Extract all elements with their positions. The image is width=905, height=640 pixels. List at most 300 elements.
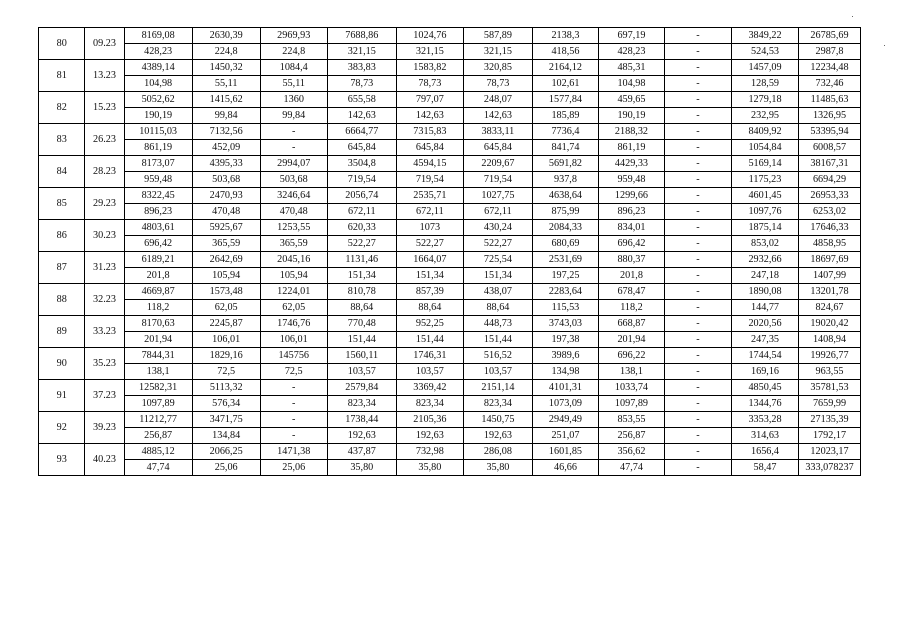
value-cell: 10115,03 (124, 124, 192, 140)
value-cell: 251,07 (532, 428, 598, 444)
value-cell: 797,07 (396, 92, 463, 108)
value-cell: 6253,02 (799, 204, 861, 220)
value-cell: 1054,84 (732, 140, 799, 156)
value-cell: 1656,4 (732, 444, 799, 460)
value-cell: 190,19 (124, 108, 192, 124)
value-cell: - (664, 28, 731, 44)
value-cell: 19020,42 (799, 316, 861, 332)
value-cell: 2949,49 (532, 412, 598, 428)
value-cell: 35,80 (463, 460, 532, 476)
row-number-cell: 84 (39, 156, 85, 188)
value-cell: 4601,45 (732, 188, 799, 204)
value-cell: 1224,01 (260, 284, 327, 300)
value-cell: 3246,64 (260, 188, 327, 204)
value-cell: 697,19 (598, 28, 664, 44)
value-cell: 1360 (260, 92, 327, 108)
value-cell: 853,55 (598, 412, 664, 428)
value-cell: 503,68 (260, 172, 327, 188)
value-cell: 144,77 (732, 300, 799, 316)
value-cell: 333,078237 (799, 460, 861, 476)
value-cell: 201,8 (124, 268, 192, 284)
value-cell: 672,11 (463, 204, 532, 220)
value-cell: 3353,28 (732, 412, 799, 428)
value-cell: 103,57 (327, 364, 396, 380)
table-row (39, 412, 861, 428)
value-cell: 2535,71 (396, 188, 463, 204)
value-cell: 201,94 (124, 332, 192, 348)
value-cell: 18697,69 (799, 252, 861, 268)
value-cell: - (260, 396, 327, 412)
value-cell: 896,23 (124, 204, 192, 220)
table-row (39, 284, 861, 300)
value-cell: 963,55 (799, 364, 861, 380)
value-cell: - (664, 204, 731, 220)
value-cell: 524,53 (732, 44, 799, 60)
value-cell: 522,27 (463, 236, 532, 252)
value-cell: 861,19 (598, 140, 664, 156)
table-row (39, 76, 861, 92)
value-cell: - (664, 252, 731, 268)
value-cell: - (664, 172, 731, 188)
value-cell: 286,08 (463, 444, 532, 460)
value-cell: 128,59 (732, 76, 799, 92)
value-cell: 3743,03 (532, 316, 598, 332)
value-cell: 2642,69 (192, 252, 260, 268)
value-cell: 197,38 (532, 332, 598, 348)
value-cell: 732,98 (396, 444, 463, 460)
value-cell: 5925,67 (192, 220, 260, 236)
table-row (39, 444, 861, 460)
value-cell: 138,1 (598, 364, 664, 380)
value-cell: 26785,69 (799, 28, 861, 44)
value-cell: 448,73 (463, 316, 532, 332)
value-cell: - (664, 124, 731, 140)
value-cell: 841,74 (532, 140, 598, 156)
value-cell: 47,74 (598, 460, 664, 476)
value-cell: 1084,4 (260, 60, 327, 76)
value-cell: 4803,61 (124, 220, 192, 236)
value-cell: 151,44 (327, 332, 396, 348)
value-cell: 365,59 (192, 236, 260, 252)
value-cell: 937,8 (532, 172, 598, 188)
value-cell: 5052,62 (124, 92, 192, 108)
value-cell: 88,64 (396, 300, 463, 316)
value-cell: 2056,74 (327, 188, 396, 204)
value-cell: 58,47 (732, 460, 799, 476)
value-cell: 4594,15 (396, 156, 463, 172)
value-cell: - (664, 316, 731, 332)
table-row (39, 380, 861, 396)
value-cell: 8409,92 (732, 124, 799, 140)
scan-speck (884, 45, 885, 46)
value-cell: 1415,62 (192, 92, 260, 108)
value-cell: 8322,45 (124, 188, 192, 204)
value-cell: 151,34 (463, 268, 532, 284)
value-cell: 151,44 (463, 332, 532, 348)
value-cell: 857,39 (396, 284, 463, 300)
value-cell: 645,84 (463, 140, 532, 156)
value-cell: 719,54 (463, 172, 532, 188)
value-cell: 2932,66 (732, 252, 799, 268)
value-cell: 1097,89 (598, 396, 664, 412)
value-cell: 672,11 (396, 204, 463, 220)
value-cell: 356,62 (598, 444, 664, 460)
date-cell: 35.23 (85, 348, 124, 380)
value-cell: 2151,14 (463, 380, 532, 396)
value-cell: - (664, 300, 731, 316)
value-cell: 3369,42 (396, 380, 463, 396)
value-cell: 232,95 (732, 108, 799, 124)
value-cell: 55,11 (192, 76, 260, 92)
value-cell: - (664, 412, 731, 428)
value-cell: 1560,11 (327, 348, 396, 364)
value-cell: - (664, 60, 731, 76)
value-cell: 47,74 (124, 460, 192, 476)
value-cell: 719,54 (396, 172, 463, 188)
date-cell: 28.23 (85, 156, 124, 188)
value-cell: 452,09 (192, 140, 260, 156)
value-cell: 383,83 (327, 60, 396, 76)
date-cell: 31.23 (85, 252, 124, 284)
value-cell: 256,87 (598, 428, 664, 444)
row-number-cell: 86 (39, 220, 85, 252)
value-cell: - (664, 108, 731, 124)
value-cell: 104,98 (598, 76, 664, 92)
value-cell: 2630,39 (192, 28, 260, 44)
table-row (39, 188, 861, 204)
scan-speck (852, 16, 853, 17)
value-cell: 810,78 (327, 284, 396, 300)
value-cell: 3471,75 (192, 412, 260, 428)
row-number-cell: 91 (39, 380, 85, 412)
value-cell: 365,59 (260, 236, 327, 252)
value-cell: - (664, 268, 731, 284)
value-cell: 53395,94 (799, 124, 861, 140)
value-cell: 104,98 (124, 76, 192, 92)
value-cell: 6694,29 (799, 172, 861, 188)
value-cell: 13201,78 (799, 284, 861, 300)
value-cell: 1097,76 (732, 204, 799, 220)
table-row (39, 204, 861, 220)
value-cell: 7736,4 (532, 124, 598, 140)
value-cell: 25,06 (192, 460, 260, 476)
value-cell: 11212,77 (124, 412, 192, 428)
value-cell: 197,25 (532, 268, 598, 284)
value-cell: 224,8 (192, 44, 260, 60)
value-cell: 320,85 (463, 60, 532, 76)
value-cell: 4429,33 (598, 156, 664, 172)
value-cell: 459,65 (598, 92, 664, 108)
value-cell: 106,01 (192, 332, 260, 348)
date-cell: 40.23 (85, 444, 124, 476)
value-cell: - (260, 428, 327, 444)
value-cell: 3504,8 (327, 156, 396, 172)
value-cell: 1601,85 (532, 444, 598, 460)
value-cell: 38167,31 (799, 156, 861, 172)
value-cell: 105,94 (192, 268, 260, 284)
value-cell: 2470,93 (192, 188, 260, 204)
value-cell: 2105,36 (396, 412, 463, 428)
value-cell: 503,68 (192, 172, 260, 188)
value-cell: 190,19 (598, 108, 664, 124)
value-cell: - (664, 140, 731, 156)
value-cell: 438,07 (463, 284, 532, 300)
value-cell: 2084,33 (532, 220, 598, 236)
value-cell: 3833,11 (463, 124, 532, 140)
table-row (39, 60, 861, 76)
value-cell: 12234,48 (799, 60, 861, 76)
value-cell: 115,53 (532, 300, 598, 316)
value-cell: 678,47 (598, 284, 664, 300)
value-cell: 668,87 (598, 316, 664, 332)
value-cell: 4638,64 (532, 188, 598, 204)
value-cell: 247,35 (732, 332, 799, 348)
value-cell: 1073,09 (532, 396, 598, 412)
value-cell: 224,8 (260, 44, 327, 60)
value-cell: 55,11 (260, 76, 327, 92)
value-cell: 655,58 (327, 92, 396, 108)
value-cell: 1471,38 (260, 444, 327, 460)
value-cell: 46,66 (532, 460, 598, 476)
value-cell: 1299,66 (598, 188, 664, 204)
value-cell: 1744,54 (732, 348, 799, 364)
value-cell: 770,48 (327, 316, 396, 332)
value-cell: 522,27 (396, 236, 463, 252)
value-cell: - (664, 332, 731, 348)
value-cell: 88,64 (463, 300, 532, 316)
value-cell: 6664,77 (327, 124, 396, 140)
value-cell: 959,48 (598, 172, 664, 188)
value-cell: 11485,63 (799, 92, 861, 108)
value-cell: - (664, 460, 731, 476)
value-cell: 142,63 (463, 108, 532, 124)
value-cell: 2209,67 (463, 156, 532, 172)
value-cell: 145756 (260, 348, 327, 364)
value-cell: 3989,6 (532, 348, 598, 364)
value-cell: 437,87 (327, 444, 396, 460)
value-cell: 896,23 (598, 204, 664, 220)
row-number-cell: 92 (39, 412, 85, 444)
value-cell: 5169,14 (732, 156, 799, 172)
value-cell: 823,34 (327, 396, 396, 412)
value-cell: - (664, 76, 731, 92)
value-cell: 485,31 (598, 60, 664, 76)
row-number-cell: 93 (39, 444, 85, 476)
value-cell: 645,84 (396, 140, 463, 156)
value-cell: 151,34 (327, 268, 396, 284)
value-cell: 1450,32 (192, 60, 260, 76)
date-cell: 26.23 (85, 124, 124, 156)
value-cell: 8173,07 (124, 156, 192, 172)
value-cell: - (664, 284, 731, 300)
value-cell: 1408,94 (799, 332, 861, 348)
date-cell: 39.23 (85, 412, 124, 444)
row-number-cell: 81 (39, 60, 85, 92)
value-cell: 35781,53 (799, 380, 861, 396)
value-cell: 321,15 (327, 44, 396, 60)
value-cell: 27135,39 (799, 412, 861, 428)
value-cell: 138,1 (124, 364, 192, 380)
row-number-cell: 85 (39, 188, 85, 220)
value-cell: 680,69 (532, 236, 598, 252)
table-row (39, 92, 861, 108)
value-cell: - (664, 156, 731, 172)
row-number-cell: 80 (39, 28, 85, 60)
value-cell: 17646,33 (799, 220, 861, 236)
value-cell: 4885,12 (124, 444, 192, 460)
value-cell: 853,02 (732, 236, 799, 252)
value-cell: 428,23 (124, 44, 192, 60)
value-cell: 151,34 (396, 268, 463, 284)
value-cell: 824,67 (799, 300, 861, 316)
row-number-cell: 89 (39, 316, 85, 348)
value-cell: 185,89 (532, 108, 598, 124)
value-cell: 7844,31 (124, 348, 192, 364)
date-cell: 13.23 (85, 60, 124, 92)
value-cell: 672,11 (327, 204, 396, 220)
value-cell: 6189,21 (124, 252, 192, 268)
value-cell: 25,06 (260, 460, 327, 476)
table-row (39, 428, 861, 444)
table-row (39, 108, 861, 124)
value-cell: 8170,63 (124, 316, 192, 332)
table-row (39, 236, 861, 252)
date-cell: 09.23 (85, 28, 124, 60)
value-cell: - (260, 124, 327, 140)
value-cell: 470,48 (192, 204, 260, 220)
table-row (39, 364, 861, 380)
value-cell: 134,84 (192, 428, 260, 444)
value-cell: 1457,09 (732, 60, 799, 76)
value-cell: 142,63 (327, 108, 396, 124)
value-cell: 78,73 (396, 76, 463, 92)
value-cell: - (664, 380, 731, 396)
value-cell: 576,34 (192, 396, 260, 412)
value-cell: 3849,22 (732, 28, 799, 44)
value-cell: 7659,99 (799, 396, 861, 412)
value-cell: 2164,12 (532, 60, 598, 76)
value-cell: 72,5 (192, 364, 260, 380)
date-cell: 15.23 (85, 92, 124, 124)
value-cell: 1738,44 (327, 412, 396, 428)
value-cell: 2579,84 (327, 380, 396, 396)
table-row (39, 44, 861, 60)
value-cell: 1746,31 (396, 348, 463, 364)
value-cell: 4858,95 (799, 236, 861, 252)
value-cell: 35,80 (396, 460, 463, 476)
value-cell: 1279,18 (732, 92, 799, 108)
value-cell: 118,2 (598, 300, 664, 316)
value-cell: 875,99 (532, 204, 598, 220)
value-cell: 587,89 (463, 28, 532, 44)
table-row (39, 172, 861, 188)
value-cell: 1073 (396, 220, 463, 236)
value-cell: 7315,83 (396, 124, 463, 140)
value-cell: 2283,64 (532, 284, 598, 300)
value-cell: 4389,14 (124, 60, 192, 76)
value-cell: 719,54 (327, 172, 396, 188)
value-cell: 725,54 (463, 252, 532, 268)
value-cell: 4850,45 (732, 380, 799, 396)
value-cell: 861,19 (124, 140, 192, 156)
value-cell: 1450,75 (463, 412, 532, 428)
value-cell: 2020,56 (732, 316, 799, 332)
value-cell: 78,73 (327, 76, 396, 92)
value-cell: 134,98 (532, 364, 598, 380)
value-cell: 880,37 (598, 252, 664, 268)
value-cell: 321,15 (396, 44, 463, 60)
value-cell: - (664, 348, 731, 364)
value-cell: - (260, 380, 327, 396)
value-cell: 2066,25 (192, 444, 260, 460)
value-cell: 5113,32 (192, 380, 260, 396)
value-cell: 470,48 (260, 204, 327, 220)
value-cell: 105,94 (260, 268, 327, 284)
value-cell: 6008,57 (799, 140, 861, 156)
value-cell: 321,15 (463, 44, 532, 60)
value-cell: 99,84 (192, 108, 260, 124)
value-cell: 1573,48 (192, 284, 260, 300)
value-cell: 1890,08 (732, 284, 799, 300)
value-cell: 696,22 (598, 348, 664, 364)
value-cell: 516,52 (463, 348, 532, 364)
value-cell: 959,48 (124, 172, 192, 188)
value-cell: 201,8 (598, 268, 664, 284)
value-cell: 1033,74 (598, 380, 664, 396)
table-row (39, 140, 861, 156)
value-cell: 106,01 (260, 332, 327, 348)
value-cell: 12582,31 (124, 380, 192, 396)
value-cell: 192,63 (396, 428, 463, 444)
value-cell: 1131,46 (327, 252, 396, 268)
table-row (39, 316, 861, 332)
value-cell: 823,34 (463, 396, 532, 412)
value-cell: 103,57 (396, 364, 463, 380)
value-cell: 62,05 (192, 300, 260, 316)
value-cell: 696,42 (598, 236, 664, 252)
value-cell: 4101,31 (532, 380, 598, 396)
date-cell: 32.23 (85, 284, 124, 316)
row-number-cell: 82 (39, 92, 85, 124)
table-row (39, 268, 861, 284)
value-cell: 103,57 (463, 364, 532, 380)
value-cell: 4669,87 (124, 284, 192, 300)
value-cell: 645,84 (327, 140, 396, 156)
value-cell: 1664,07 (396, 252, 463, 268)
value-cell: 1875,14 (732, 220, 799, 236)
value-cell: 201,94 (598, 332, 664, 348)
value-cell: 7132,56 (192, 124, 260, 140)
value-cell: 2531,69 (532, 252, 598, 268)
table-row (39, 28, 861, 44)
value-cell: - (664, 444, 731, 460)
value-cell: 2045,16 (260, 252, 327, 268)
table-row (39, 220, 861, 236)
value-cell: 1253,55 (260, 220, 327, 236)
value-cell: 823,34 (396, 396, 463, 412)
table-row (39, 156, 861, 172)
value-cell: 834,01 (598, 220, 664, 236)
value-cell: - (664, 44, 731, 60)
value-cell: 952,25 (396, 316, 463, 332)
value-cell: 2994,07 (260, 156, 327, 172)
table-row (39, 124, 861, 140)
value-cell: 142,63 (396, 108, 463, 124)
value-cell: - (664, 220, 731, 236)
row-number-cell: 87 (39, 252, 85, 284)
value-cell: - (664, 236, 731, 252)
value-cell: 169,16 (732, 364, 799, 380)
